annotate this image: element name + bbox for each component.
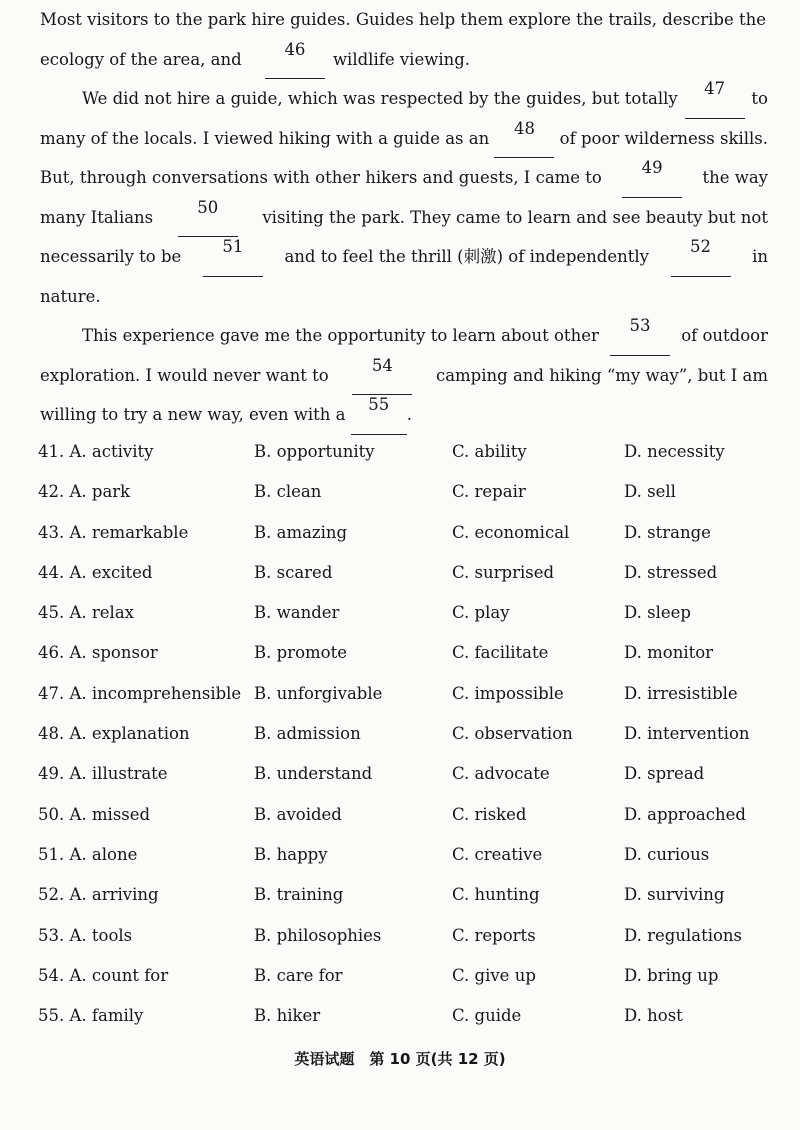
option-b: B. wander xyxy=(254,603,340,623)
option-c: C. guide xyxy=(452,1006,522,1026)
question-row xyxy=(38,837,778,877)
blank-55: 55 xyxy=(351,395,407,435)
question-row xyxy=(38,474,778,514)
blank-49: 49 xyxy=(622,158,682,198)
option-a: 51. A. alone xyxy=(38,844,138,864)
option-b: B. scared xyxy=(254,562,333,582)
option-a: 43. A. remarkable xyxy=(38,522,189,542)
option-c: C. hunting xyxy=(452,885,540,905)
question-row xyxy=(38,676,778,716)
option-a: 48. A. explanation xyxy=(38,724,190,744)
option-c: C. advocate xyxy=(452,764,550,784)
passage-line: We did not hire a guide, which was respected by the guides, but totally 47 to xyxy=(40,79,768,119)
option-d: D. approached xyxy=(624,804,746,824)
option-b: B. understand xyxy=(254,764,373,784)
option-c: C. facilitate xyxy=(452,643,549,663)
option-d: D. necessity xyxy=(624,442,725,461)
passage-line: many of the locals. I viewed hiking with a guide as an 48 of poor wilderness skills. xyxy=(40,119,768,159)
option-c: C. impossible xyxy=(452,683,564,703)
question-row xyxy=(38,756,778,796)
blank-47: 47 xyxy=(685,79,745,119)
option-c: C. give up xyxy=(452,965,536,985)
blank-48: 48 xyxy=(494,119,554,159)
option-a: 46. A. sponsor xyxy=(38,643,158,663)
option-c: C. creative xyxy=(452,844,543,864)
option-c: C. observation xyxy=(452,724,573,744)
option-a: 47. A. incomprehensible xyxy=(38,683,242,703)
option-c: C. ability xyxy=(452,442,527,461)
option-d: D. bring up xyxy=(624,965,719,985)
question-row xyxy=(38,635,778,675)
option-c: C. play xyxy=(452,603,510,623)
option-d: D. strange xyxy=(624,522,711,542)
option-d: D. stressed xyxy=(624,562,718,582)
passage-line: nature. xyxy=(40,286,101,306)
question-row xyxy=(38,958,778,998)
paragraph-3 xyxy=(40,316,768,435)
option-b: B. admission xyxy=(254,724,361,744)
paragraph-2 xyxy=(40,79,768,316)
option-a: 52. A. arriving xyxy=(38,885,159,905)
option-d: D. regulations xyxy=(624,925,743,945)
option-d: D. sleep xyxy=(624,603,691,623)
option-d: D. spread xyxy=(624,764,705,784)
option-a: 45. A. relax xyxy=(38,603,134,623)
option-b: B. happy xyxy=(254,844,328,864)
option-b: B. clean xyxy=(254,482,322,502)
option-b: B. opportunity xyxy=(254,442,375,461)
option-d: D. sell xyxy=(624,482,676,502)
option-c: C. repair xyxy=(452,482,526,502)
blank-50: 50 xyxy=(178,198,238,238)
option-d: D. surviving xyxy=(624,885,725,905)
question-row xyxy=(38,515,778,555)
option-d: D. curious xyxy=(624,844,710,864)
option-b: B. avoided xyxy=(254,804,342,824)
option-a: 53. A. tools xyxy=(38,925,133,945)
option-d: D. intervention xyxy=(624,724,750,744)
blank-52: 52 xyxy=(671,237,731,277)
question-row xyxy=(38,918,778,958)
option-b: B. unforgivable xyxy=(254,683,383,703)
option-b: B. promote xyxy=(254,643,347,663)
blank-51: 51 xyxy=(203,237,263,277)
option-b: B. hiker xyxy=(254,1006,321,1026)
option-a: 55. A. family xyxy=(38,1006,144,1026)
passage-line: Most visitors to the park hire guides. Guides help them explore the trails, describe the xyxy=(40,10,767,29)
option-b: B. philosophies xyxy=(254,925,382,945)
question-row xyxy=(38,998,778,1038)
page-footer: 英语试题 第 10 页(共 12 页) xyxy=(294,1050,506,1068)
question-row xyxy=(38,434,778,474)
cloze-passage xyxy=(40,0,768,435)
option-d: D. monitor xyxy=(624,643,714,663)
paragraph-1 xyxy=(40,0,768,79)
passage-line: necessarily to be 51 and to feel the thrill (刺激) of independently 52 in xyxy=(40,237,768,277)
option-b: B. training xyxy=(254,885,344,905)
option-c: C. surprised xyxy=(452,562,555,582)
option-b: B. amazing xyxy=(254,522,348,542)
passage-line: This experience gave me the opportunity to learn about other 53 of outdoor xyxy=(40,316,768,356)
question-row xyxy=(38,877,778,917)
passage-line: ecology of the area, and 46 wildlife viewing. xyxy=(40,40,768,80)
option-a: 41. A. activity xyxy=(38,442,154,461)
option-d: D. host xyxy=(624,1006,683,1026)
question-row xyxy=(38,555,778,595)
option-b: B. care for xyxy=(254,965,343,985)
option-a: 50. A. missed xyxy=(38,804,151,824)
blank-53: 53 xyxy=(610,316,670,356)
answer-options xyxy=(38,434,778,1038)
option-c: C. risked xyxy=(452,804,527,824)
option-a: 49. A. illustrate xyxy=(38,764,168,784)
question-row xyxy=(38,595,778,635)
option-a: 54. A. count for xyxy=(38,965,169,985)
question-row xyxy=(38,716,778,756)
option-a: 44. A. excited xyxy=(38,562,153,582)
question-row xyxy=(38,797,778,837)
option-d: D. irresistible xyxy=(624,683,738,703)
option-c: C. reports xyxy=(452,925,536,945)
blank-54: 54 xyxy=(352,356,412,396)
passage-line: willing to try a new way, even with a 55 . xyxy=(40,395,768,435)
option-c: C. economical xyxy=(452,522,570,542)
passage-line: exploration. I would never want to 54 camping and hiking “my way”, but I am xyxy=(40,356,768,396)
passage-line: But, through conversations with other hikers and guests, I came to 49 the way xyxy=(40,158,768,198)
blank-46: 46 xyxy=(265,40,325,80)
passage-line: many Italians 50 visiting the park. They came to learn and see beauty but not xyxy=(40,198,768,238)
option-a: 42. A. park xyxy=(38,482,131,502)
